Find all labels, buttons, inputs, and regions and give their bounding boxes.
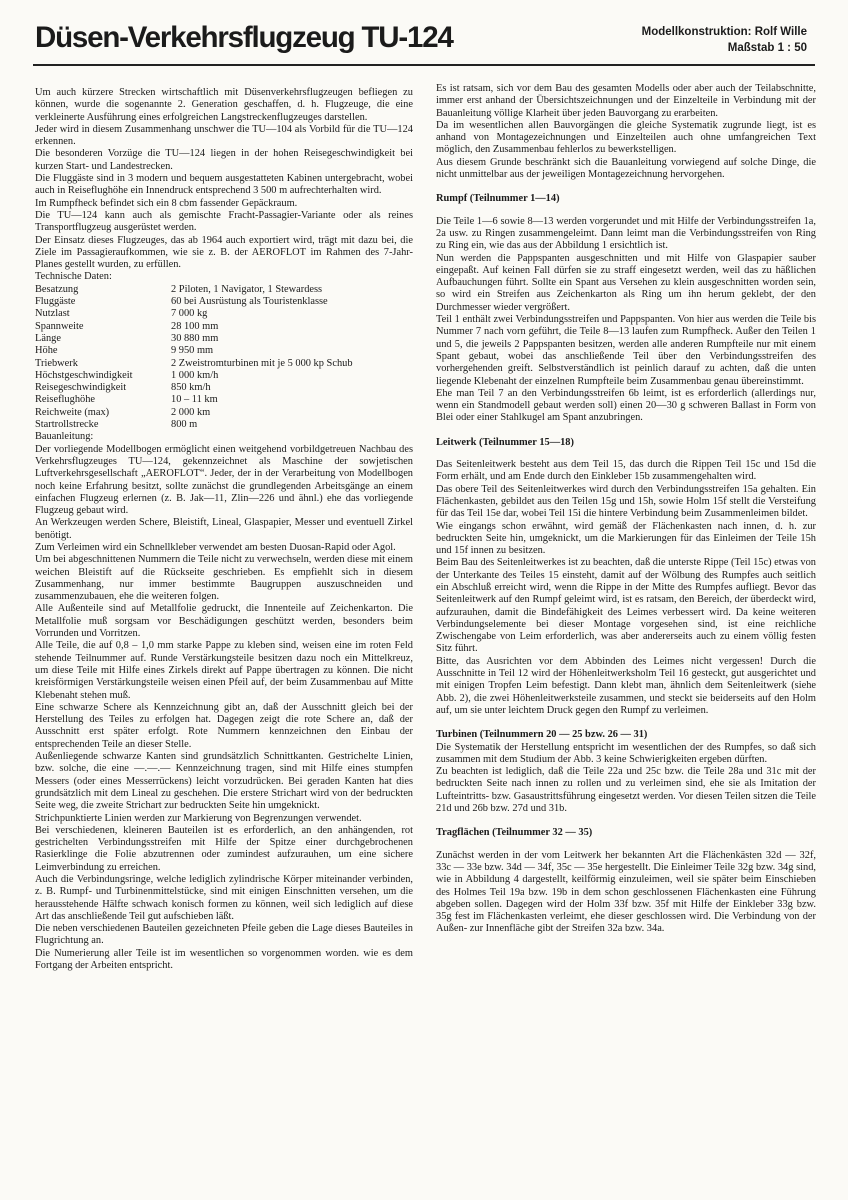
spec-value: 800 m [171, 419, 198, 431]
paragraph: Ehe man Teil 7 an den Verbindungsstreifen 6b leimt, ist es erforderlich (allerdings nur, wenn ein Standmodell gebaut werden soll) einen 20—30 g schweren Ballast in Form von Blei oder einer Stahlkugel am Spant anzubringen. [436, 387, 816, 424]
paragraph: Die Numerierung aller Teile ist im wesentlichen so vorgenommen worden. wie es dem Fortgang der Arbeiten entspricht. [35, 947, 413, 972]
specs-heading: Technische Daten: [35, 271, 112, 283]
paragraph: Die neben verschiedenen Bauteilen gezeichneten Pfeile geben die Lage dieses Bauteiles in Flugrichtung an. [35, 923, 413, 947]
paragraph: Der Einsatz dieses Flugzeuges, das ab 1964 auch exportiert wird, trägt mit dazu bei, die Ziele im Passagieraufkommen, wie sie z. B. der AEROFLOT im Rahmen des 7-Jahr-Planes gestellt wurden, zu erfüllen. [35, 234, 413, 271]
bau-heading: Bauanleitung: [35, 431, 94, 443]
spec-value: 60 bei Ausrüstung als Touristenklasse [171, 296, 328, 308]
credits [642, 24, 807, 56]
paragraph: Die Systematik der Herstellung entspricht im wesentlichen der des Rumpfes, so daß sich zusammen mit dem Studium der Abb. 3 keine Schwierigkeiten ergeben dürften. [436, 741, 816, 765]
spec-value: 2 Piloten, 1 Navigator, 1 Stewardess [171, 283, 323, 295]
spec-value: 30 880 mm [171, 332, 219, 344]
paragraph: Bitte, das Ausrichten vor dem Abbinden des Leimes nicht vergessen! Durch die Ausschnitte in Teil 12 wird der Höhenleitwerksholm Teil 16 gesteckt, gut ausgerichtet und mit einigen Tropfen Leim befestigt. Dann klebt man, ähnlich dem Seitenleitwerk (siehe Abb. 2), die zwei Höhenleitwerksteile zusammen, und steckt sie beiderseits auf den Holm auf, um sie unter leichtem Druck gegen den Rumpf zu verleimen. [436, 655, 816, 716]
paragraph: Zu beachten ist lediglich, daß die Teile 22a und 25c bzw. die Teile 28a und 31c mit der bedruckten Seite nach innen zu rollen und zu verleimen sind, ehe sie als Imitation der Lufteintritts- bzw. Gasaustrittsführung eingesetzt werden. Vor diesen Teilen sitzen die Teile 21d und 26b bzw. 27d und 31b. [436, 766, 816, 815]
paragraph: Die Teile 1—6 sowie 8—13 werden vorgerundet und mit Hilfe der Verbindungsstreifen 1a, 2a usw. zu Ringen zusammengeleimt. Dann leimt man die Verbindungsstreifen von Ring zu Ring ein, wie das aus der Abbildung 1 ersichtlich ist. [436, 215, 816, 252]
paragraph: Es ist ratsam, sich vor dem Bau des gesamten Modells oder aber auch der Teilabschnitte, immer erst anhand der Übersichtszeichnungen und der Einzelteile in Verbindung mit der Bauanleitung völlige Klarheit über jeden Bauvorgang zu erarbeiten. [436, 83, 816, 119]
paragraph: Alle Teile, die auf 0,8 – 1,0 mm starke Pappe zu kleben sind, weisen eine im roten Feld stehende Teilnummer auf. Runde Verstärkungsteile besitzen dazu noch ein Mittelkreuz, um diese Teile mit Hilfe eines Zirkels direkt auf Pappe übertragen zu können. Die nicht kreisförmigen Verstärkungsteile weisen einen Pfeil auf, der beim Zusammenbau auf Mitte Klebenaht stehen muß. [35, 640, 413, 701]
paragraph: Nun werden die Pappspanten ausgeschnitten und mit Hilfe von Glaspapier sauber eingepaßt. Auf keinen Fall dürfen sie zu straff eingesetzt werden, weil das zu häßlichen Aufbauchungen führt. Sollte ein Spant aus Versehen zu klein ausgeschnitten worden sein, so wird ein Streifen aus Zeichenkarton als Ring um ihn herum geklebt, der den Durchmesser wieder vergrößert. [436, 252, 816, 313]
spec-label: Triebwerk [35, 357, 78, 369]
paragraph: Bei verschiedenen, kleineren Bauteilen ist es erforderlich, an den anhängenden, rot gestrichelten Verbindungsstreifen mit Hilfe der Spitze einer durchgebrochenen Rasierklinge die Folie abzutrennen oder zumindest aufzurauhen, um eine sichere Leimverbindung zu erreichen. [35, 824, 413, 873]
spec-label: Fluggäste [35, 296, 76, 308]
paragraph: An Werkzeugen werden Schere, Bleistift, Lineal, Glaspapier, Messer und eventuell Zirkel benötigt. [35, 517, 413, 541]
paragraph: Jeder wird in diesem Zusammenhang unschwer die TU—104 als Vorbild für die TU—124 erkennen. [35, 123, 413, 148]
spec-label: Besatzung [35, 283, 79, 295]
specs-table [35, 284, 413, 432]
spec-label: Reisegeschwindigkeit [35, 382, 127, 394]
paragraph: Im Rumpfheck befindet sich ein 8 cbm fassender Gepäckraum. [35, 197, 298, 209]
spec-value: 2 000 km [171, 406, 211, 418]
spec-label: Länge [35, 332, 61, 344]
paragraph: Da im wesentlichen allen Bauvorgängen die gleiche Systematik zugrunde liegt, ist es anhand von Montagezeichnungen und Einzelteilen auch ohne umfangreichen Text möglich, den Zusammenbau fehlerlos zu bewerkstelligen. [436, 119, 816, 156]
paragraph: Eine schwarze Schere als Kennzeichnung gibt an, daß der Ausschnitt gleich bei der Herstellung des Teiles zu erfolgen hat. Dagegen zeigt die rote Schere an, daß der Ausschnitt erst später erfolgt. Rote Nummern kennzeichnen den Einbau der entsprechenden Teile an dieser Stelle. [35, 701, 413, 750]
page-title: Düsen-Verkehrsflugzeug TU-124 [35, 21, 453, 54]
spec-value: 850 km/h [171, 382, 211, 394]
right-column [436, 83, 816, 936]
paragraph: Das obere Teil des Seitenleitwerkes wird durch den Verbindungsstreifen 15a gehalten. Ein Flächenkasten, gebildet aus den Teilen 15g und 15h, sowie Holm 15f stellt die Versteifung für das Teil 15e dar, wobei Teil 15i die hintere Verbindung beim Zusammenleimen bildet. [436, 483, 816, 520]
title-rule [33, 64, 815, 66]
paragraph: Beim Bau des Seitenleitwerkes ist zu beachten, daß die unterste Rippe (Teil 15c) etwas von der Unterkante des Teiles 15 einsteht, damit auf der Wölbung des Rumpfes auch seitlich ein Abschluß erreicht wird, wenn die Rippe in der Mitte des Rumpfes aufliegt. Bevor das Seitenleitwerk auf den Rumpf geleimt wird, ist es ratsam, den Bereich, der überdeckt wird, aufzurauhen, damit die Bindefähigkeit des Leimes verbessert wird. Da keine weiteren Verbindungselemente bei dieser Montage vorgesehen sind, ist eine reichliche Zwischengabe von Leim erforderlich, was aber andererseits auch zu einem völlig festen Sitz führt. [436, 557, 816, 655]
spec-label: Nutzlast [35, 308, 70, 320]
paragraph: Der vorliegende Modellbogen ermöglicht einen weitgehend vorbildgetreuen Nachbau des Verkehrsflugzeuges TU—124, gekennzeichnet als Maschine der sowjetischen Luftverkehrsgesellschaft „AEROFLOT“. Jeder, der in der Verarbeitung von Modellbogen noch keine Erfahrung besitzt, sollte zunächst die grundlegenden Arbeitsgänge an einem einfachen Flugzeug erlernen (z. B. Jak—11, Zlin—226 und ähnl.) ehe das vorliegende Flugzeug gebaut wird. [35, 443, 413, 517]
spec-label: Spannweite [35, 320, 84, 332]
spec-label: Startrollstrecke [35, 419, 99, 431]
paragraph: Zum Verleimen wird ein Schnellkleber verwendet am besten Duosan-Rapid oder Agol. [35, 541, 396, 553]
paragraph: Die besonderen Vorzüge die TU—124 liegen in der hohen Reisegeschwindigkeit bei kurzen Start- und Landestrecken. [35, 148, 413, 172]
spec-label: Höchstgeschwindigkeit [35, 369, 133, 381]
spec-label: Reichweite (max) [35, 406, 110, 418]
paragraph: Die TU—124 kann auch als gemischte Fracht-Passagier-Variante oder als reines Transportflugzeug ausgerüstet werden. [35, 209, 413, 234]
paragraph: Wie eingangs schon erwähnt, wird gemäß der Flächenkasten nach innen, d. h. zur bedruckten Seite hin, umgeknickt, um die Markierungen für das Einleimen der Teile 15h und 15f innen zu besitzen. [436, 520, 816, 557]
spec-label: Höhe [35, 345, 58, 357]
scale-line: Maßstab 1 : 50 [727, 42, 807, 54]
paragraph: Teil 1 enthält zwei Verbindungsstreifen und Pappspanten. Von hier aus werden die Teile bis Nummer 7 nach vorn geführt, die Teile 8—13 laufen zum Rumpfheck. Außer den Teilen 1 und 5, die jeweils 2 Pappspanten besitzen, werden alle anderen Rumpfteile nur mit einem Spant gebaut, wobei das anschließende Teil über den Verbindungsstreifen des vorhergehenden greift. Selbstverständlich ist peinlich darauf zu achten, daß die unten liegende Klebenaht der einzelnen Rumpfteile beim Zusammenbau genau übereinstimmt. [436, 314, 816, 387]
left-column [35, 87, 413, 972]
paragraph: Um auch kürzere Strecken wirtschaftlich mit Düsenverkehrsflugzeugen befliegen zu können, wurde die sogenannte 2. Generation geschaffen, d. h. Flugzeuge, die eine verkleinerte Ausführung eines erfolgreichen Langstreckenflugzeuges darstellen. [35, 87, 413, 123]
author-line: Modellkonstruktion: Rolf Wille [641, 26, 807, 38]
paragraph: Auch die Verbindungsringe, welche lediglich zylindrische Körper miteinander verbinden, z. B. Rumpf- und Turbinenmittelstücke, sind mit einigen Einschnitten versehen, um die herausstehende Hälfte schwach konisch formen zu können, weil sich lediglich auf diese Art das anschließende Teil gut aufschieben läßt. [35, 874, 413, 922]
paragraph: Außenliegende schwarze Kanten sind grundsätzlich Schnittkanten. Gestrichelte Linien, bzw. solche, die eine —.—.— Kennzeichnung tragen, sind mit Hilfe eines stumpfen Messers (oder eines Messerrückens) leicht vorzudrücken. Bei geraden Kanten hat dies grundsätzlich mit dem Lineal zu geschehen. Die erstere Strichart wird von der bedruckten Seite weg, die zweite Strichart zur bedruckten Seite hin umgeknickt. [35, 751, 413, 812]
spec-value: 10 – 11 km [171, 394, 218, 406]
paragraph: Um bei abgeschnittenen Nummern die Teile nicht zu verwechseln, werden diese mit einem weichen Bleistift auf die Rückseite geschrieben. Es empfiehlt sich in diesem Zusammenhang, nur immer bestimmte Baugruppen auszuschneiden und zusammenzubauen, ehe die weiteren folgen. [35, 554, 413, 603]
paragraph: Das Seitenleitwerk besteht aus dem Teil 15, das durch die Rippen Teil 15c und 15d die Form erhält, und am Ende durch den Einkleber 15b zusammengehalten wird. [436, 459, 816, 483]
paragraph: Die Fluggäste sind in 3 modern und bequem ausgestatteten Kabinen untergebracht, wobei auch in Reiseflughöhe ein Innendruck entsprechend 3 500 m aufrechterhalten wird. [35, 173, 413, 197]
paragraph: Strichpunktierte Linien werden zur Markierung von Begrenzungen verwendet. [35, 812, 362, 824]
spec-label: Reiseflughöhe [35, 394, 96, 406]
spec-value: 9 950 mm [171, 345, 214, 357]
section-heading-rumpf: Rumpf (Teilnummer 1—14) [436, 193, 560, 205]
section-heading-turbinen: Turbinen (Teilnummern 20 — 25 bzw. 26 — 31) [436, 729, 648, 741]
spec-value: 1 000 km/h [171, 369, 219, 381]
spec-value: 2 Zweistromturbinen mit je 5 000 kp Schub [171, 357, 353, 369]
section-heading-leitwerk: Leitwerk (Teilnummer 15—18) [436, 436, 574, 448]
paragraph: Aus diesem Grunde beschränkt sich die Bauanleitung vorwiegend auf solche Dinge, die nicht unmittelbar aus der jeweiligen Montagezeichnung hervorgehen. [436, 156, 816, 181]
section-heading-tragflaechen: Tragflächen (Teilnummer 32 — 35) [436, 827, 593, 839]
spec-value: 7 000 kg [171, 308, 208, 320]
paragraph: Zunächst werden in der vom Leitwerk her bekannten Art die Flächenkästen 32d — 32f, 33c — 33e bzw. 34d — 34f, 35c — 35e hergestellt. Die Einleimer Teile 32g bzw. 34g sind, wie in Abbildung 4 dargestellt, keilförmig einzuleimen, weil sie später beim Einschieben des Holmes Teil 19a bzw. 19b in dem schon geschlossenen Flächenkasten eine Führung abgeben sollen. Dagegen wird der Holm 33f bzw. 35f mit Hilfe der Einkleber 33g bzw. 35g fest im Flächenkasten verleimt, ehe dieser geschlossen wird. Die Verbindung von der Außen- zur Innenfläche gibt der Streifen 32a bzw. 34a. [436, 849, 816, 935]
spec-value: 28 100 mm [171, 320, 219, 332]
paragraph: Alle Außenteile sind auf Metallfolie gedruckt, die Innenteile auf Zeichenkarton. Die Metallfolie muß sorgsam vor Beschädigungen geschützt werden, besonders beim Vorrunden und Vorritzen. [35, 603, 413, 640]
